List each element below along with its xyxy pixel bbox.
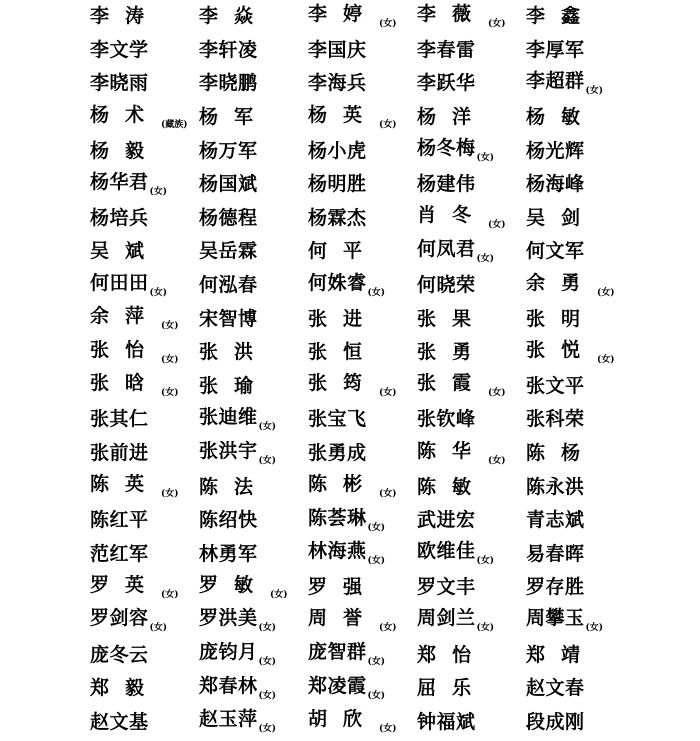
name-entry (417, 542, 526, 566)
annotation-tag: (女) (476, 623, 495, 634)
annotation-tag: (女) (488, 388, 506, 399)
name-entry (417, 475, 526, 498)
person-name: 余萍 (90, 305, 161, 328)
name-entry (417, 439, 526, 466)
person-name: 张洪 (199, 341, 270, 364)
person-name: 张前进 (90, 442, 149, 465)
annotation-tag: (女) (161, 589, 179, 600)
name-entry (526, 542, 635, 565)
name-entry (526, 38, 635, 61)
name-row (90, 504, 690, 538)
name-entry (308, 175, 417, 194)
name-row (90, 0, 690, 34)
person-name: 林海燕 (308, 540, 367, 563)
person-name: 何田田 (90, 271, 149, 294)
name-entry (526, 475, 635, 498)
name-entry (90, 410, 199, 429)
name-entry (308, 506, 417, 533)
annotation-tag: (女) (488, 455, 506, 466)
person-name: 郑凌霞 (308, 674, 367, 697)
annotation-tag: (女) (476, 556, 495, 567)
annotation-tag: (女) (379, 724, 397, 735)
person-name: 杨军 (199, 106, 270, 129)
annotation-tag: (女) (161, 388, 179, 399)
person-name: 陈永洪 (526, 475, 585, 498)
name-entry (199, 108, 308, 127)
annotation-tag: (藏族) (161, 119, 188, 130)
name-entry (199, 139, 308, 162)
name-entry (308, 343, 417, 362)
name-entry (526, 444, 635, 463)
person-name: 杨毅 (90, 139, 161, 162)
annotation-tag: (女) (379, 623, 397, 634)
annotation-tag: (女) (258, 690, 277, 701)
person-name: 陈荟琳 (308, 506, 367, 529)
annotation-tag: (女) (476, 153, 495, 164)
name-entry (526, 609, 635, 633)
name-entry (90, 511, 199, 530)
name-entry (90, 444, 199, 463)
person-name: 张进 (308, 307, 379, 330)
person-name: 赵玉萍 (199, 708, 258, 731)
person-name: 杨万军 (199, 139, 258, 162)
name-entry (199, 74, 308, 93)
name-row (90, 134, 690, 168)
annotation-tag: (女) (597, 354, 615, 365)
annotation-tag: (女) (149, 186, 168, 197)
person-name: 李厚军 (526, 38, 585, 61)
name-entry (417, 74, 526, 93)
person-name: 张文平 (526, 374, 585, 397)
person-name: 罗洪美 (199, 607, 258, 630)
name-entry (308, 475, 417, 499)
annotation-tag: (女) (597, 287, 615, 298)
annotation-tag: (女) (270, 589, 288, 600)
person-name: 李春雷 (417, 38, 476, 61)
person-name: 杨冬梅 (417, 137, 476, 160)
person-name: 郑靖 (526, 643, 597, 666)
name-entry (90, 103, 199, 130)
person-name: 陈绍快 (199, 509, 258, 532)
person-name: 肖冬 (417, 204, 488, 227)
person-name: 杨英 (308, 103, 379, 126)
name-entry (417, 108, 526, 127)
person-name: 周攀玉 (526, 607, 585, 630)
name-entry (417, 139, 526, 163)
person-name: 张洪宇 (199, 439, 258, 462)
person-name: 欧维佳 (417, 540, 476, 563)
annotation-tag: (女) (379, 388, 397, 399)
name-entry (90, 679, 199, 698)
name-entry (199, 38, 308, 61)
annotation-tag: (女) (585, 85, 604, 96)
person-name: 杨国斌 (199, 173, 258, 196)
person-name: 张霞 (417, 372, 488, 395)
person-name: 张科荣 (526, 408, 585, 431)
person-name: 周誉 (308, 607, 379, 630)
person-name: 青志斌 (526, 509, 585, 532)
name-entry (308, 609, 417, 633)
name-entry (199, 475, 308, 498)
name-entry (308, 307, 417, 330)
name-entry (90, 271, 199, 298)
person-name: 周剑兰 (417, 607, 476, 630)
name-entry (199, 710, 308, 734)
name-entry (526, 175, 635, 194)
name-entry (417, 237, 526, 264)
name-entry (90, 242, 199, 261)
person-name: 何平 (308, 240, 379, 263)
person-name: 张果 (417, 307, 488, 330)
name-entry (417, 38, 526, 61)
name-entry (199, 573, 308, 600)
person-name: 杨洋 (417, 106, 488, 129)
person-name: 张其仁 (90, 408, 149, 431)
name-row (90, 605, 690, 639)
name-entry (308, 206, 417, 229)
annotation-tag: (女) (149, 623, 168, 634)
name-entry (199, 643, 308, 667)
name-entry (417, 343, 526, 362)
name-entry (90, 374, 199, 398)
name-row (90, 672, 690, 706)
name-entry (199, 175, 308, 194)
annotation-tag: (女) (258, 623, 277, 634)
person-name: 郑春林 (199, 674, 258, 697)
person-name: 张筠 (308, 372, 379, 395)
name-entry (308, 710, 417, 734)
annotation-tag: (女) (258, 724, 277, 735)
person-name: 陈彬 (308, 473, 379, 496)
person-name: 陈英 (90, 473, 161, 496)
name-entry (199, 511, 308, 530)
name-entry (526, 108, 635, 127)
name-entry (417, 679, 526, 698)
name-entry (526, 410, 635, 429)
name-entry (308, 643, 417, 667)
name-entry (90, 206, 199, 229)
person-name: 罗敏 (199, 573, 270, 596)
name-entry (199, 542, 308, 565)
person-name: 张怡 (90, 338, 161, 361)
person-name: 杨培兵 (90, 206, 149, 229)
name-entry (90, 573, 199, 600)
person-name: 胡欣 (308, 708, 379, 731)
name-row (90, 403, 690, 437)
annotation-tag: (女) (585, 623, 604, 634)
name-entry (308, 444, 417, 463)
name-entry (526, 578, 635, 597)
name-entry (526, 307, 635, 330)
name-row (90, 235, 690, 269)
name-entry (308, 578, 417, 597)
name-entry (199, 609, 308, 633)
name-entry (417, 175, 526, 194)
person-name: 何凤君 (417, 237, 476, 260)
name-entry (90, 475, 199, 499)
name-entry (199, 242, 308, 261)
person-name: 何泓春 (199, 274, 258, 297)
name-entry (417, 2, 526, 29)
person-name: 张晗 (90, 372, 161, 395)
name-list-grid (90, 0, 690, 739)
name-entry (308, 103, 417, 130)
name-entry (526, 139, 635, 162)
person-name: 何晓荣 (417, 274, 476, 297)
person-name: 杨小虎 (308, 139, 367, 162)
name-entry (199, 674, 308, 701)
name-entry (417, 710, 526, 733)
name-entry (526, 7, 635, 26)
person-name: 吴斌 (90, 240, 161, 263)
person-name: 陈法 (199, 475, 270, 498)
person-name: 庞冬云 (90, 643, 149, 666)
name-row (90, 437, 690, 471)
name-entry (417, 276, 526, 295)
person-name: 杨建伟 (417, 173, 476, 196)
annotation-tag: (女) (379, 489, 397, 500)
person-name: 范红军 (90, 542, 149, 565)
name-row (90, 571, 690, 605)
annotation-tag: (女) (367, 287, 386, 298)
name-entry (526, 679, 635, 698)
name-entry (199, 343, 308, 362)
name-entry (417, 410, 526, 429)
name-row (90, 302, 690, 336)
name-entry (90, 170, 199, 197)
annotation-tag: (女) (258, 657, 277, 668)
name-row (90, 34, 690, 68)
name-entry (417, 307, 526, 330)
person-name: 张悦 (526, 338, 597, 361)
annotation-tag: (女) (149, 287, 168, 298)
annotation-tag: (女) (367, 522, 386, 533)
person-name: 武进宏 (417, 509, 476, 532)
annotation-tag: (女) (161, 321, 179, 332)
person-name: 张瑜 (199, 374, 270, 397)
person-name: 段成刚 (526, 710, 585, 733)
annotation-tag: (女) (258, 455, 277, 466)
name-row (90, 269, 690, 303)
name-entry (90, 643, 199, 666)
name-entry (308, 242, 417, 261)
person-name: 林勇军 (199, 542, 258, 565)
name-entry (417, 511, 526, 530)
person-name: 李国庆 (308, 38, 367, 61)
name-entry (308, 374, 417, 398)
person-name: 张勇成 (308, 442, 367, 465)
name-entry (308, 674, 417, 701)
person-name: 陈敏 (417, 475, 488, 498)
name-entry (199, 276, 308, 295)
name-entry (90, 139, 199, 162)
name-row (90, 705, 690, 739)
person-name: 陈杨 (526, 442, 597, 465)
name-entry (90, 307, 199, 331)
person-name: 杨明胜 (308, 173, 367, 196)
name-row (90, 336, 690, 370)
name-row (90, 67, 690, 101)
name-entry (526, 511, 635, 530)
annotation-tag: (女) (379, 18, 397, 29)
person-name: 陈华 (417, 439, 488, 462)
name-entry (199, 374, 308, 397)
name-entry (526, 69, 635, 96)
person-name: 罗强 (308, 576, 379, 599)
person-name: 罗文丰 (417, 576, 476, 599)
person-name: 李超群 (526, 69, 585, 92)
person-name: 郑毅 (90, 677, 161, 700)
person-name: 杨霖杰 (308, 206, 367, 229)
person-name: 张迪维 (199, 405, 258, 428)
name-entry (417, 609, 526, 633)
name-entry (199, 7, 308, 26)
person-name: 张明 (526, 307, 597, 330)
name-entry (308, 74, 417, 93)
name-entry (90, 710, 199, 733)
person-name: 赵文基 (90, 710, 149, 733)
name-row (90, 101, 690, 135)
name-entry (90, 74, 199, 93)
person-name: 钟福斌 (417, 710, 476, 733)
person-name: 李涛 (90, 5, 161, 28)
name-entry (526, 206, 635, 229)
annotation-tag: (女) (161, 489, 179, 500)
annotation-tag: (女) (379, 119, 397, 130)
name-entry (526, 643, 635, 666)
name-entry (90, 542, 199, 565)
person-name: 李焱 (199, 5, 270, 28)
person-name: 杨术 (90, 103, 161, 126)
annotation-tag: (女) (476, 253, 495, 264)
name-entry (308, 271, 417, 298)
person-name: 李文学 (90, 38, 149, 61)
name-entry (199, 405, 308, 432)
name-row (90, 370, 690, 404)
person-name: 李婷 (308, 2, 379, 25)
person-name: 李薇 (417, 2, 488, 25)
name-entry (308, 139, 417, 162)
annotation-tag: (女) (161, 354, 179, 365)
person-name: 余勇 (526, 271, 597, 294)
person-name: 何文军 (526, 240, 585, 263)
name-entry (417, 578, 526, 597)
person-name: 李晓雨 (90, 72, 149, 95)
person-name: 易春晖 (526, 542, 585, 565)
name-entry (90, 609, 199, 633)
person-name: 何姝睿 (308, 271, 367, 294)
annotation-tag: (女) (488, 18, 506, 29)
name-entry (308, 410, 417, 429)
person-name: 张勇 (417, 341, 488, 364)
name-entry (199, 206, 308, 229)
name-entry (90, 7, 199, 26)
person-name: 杨华君 (90, 170, 149, 193)
name-entry (526, 710, 635, 733)
annotation-tag: (女) (367, 690, 386, 701)
name-entry (90, 38, 199, 61)
annotation-tag: (女) (488, 220, 506, 231)
annotation-tag: (女) (367, 556, 386, 567)
person-name: 庞钧月 (199, 641, 258, 664)
name-entry (417, 643, 526, 666)
annotation-tag: (女) (258, 421, 277, 432)
person-name: 杨海峰 (526, 173, 585, 196)
person-name: 罗剑容 (90, 607, 149, 630)
name-entry (308, 2, 417, 29)
person-name: 屈乐 (417, 677, 488, 700)
name-entry (417, 206, 526, 230)
person-name: 李海兵 (308, 72, 367, 95)
person-name: 庞智群 (308, 641, 367, 664)
person-name: 吴岳霖 (199, 240, 258, 263)
name-row (90, 470, 690, 504)
name-row (90, 538, 690, 572)
name-row (90, 202, 690, 236)
name-row (90, 168, 690, 202)
person-name: 陈红平 (90, 509, 149, 532)
person-name: 罗英 (90, 573, 161, 596)
person-name: 李晓鹏 (199, 72, 258, 95)
person-name: 赵文春 (526, 677, 585, 700)
person-name: 李跃华 (417, 72, 476, 95)
name-entry (199, 307, 308, 330)
name-entry (90, 338, 199, 365)
person-name: 李轩凌 (199, 38, 258, 61)
person-name: 张恒 (308, 341, 379, 364)
name-entry (526, 374, 635, 397)
person-name: 宋智博 (199, 307, 258, 330)
name-entry (308, 38, 417, 61)
annotation-tag: (女) (367, 657, 386, 668)
name-entry (199, 439, 308, 466)
person-name: 李鑫 (526, 5, 597, 28)
name-entry (308, 542, 417, 566)
person-name: 张宝飞 (308, 408, 367, 431)
person-name: 杨德程 (199, 206, 258, 229)
person-name: 郑怡 (417, 643, 488, 666)
name-row (90, 638, 690, 672)
person-name: 张钦峰 (417, 408, 476, 431)
name-entry (526, 338, 635, 365)
person-name: 杨敏 (526, 106, 597, 129)
name-entry (526, 271, 635, 298)
person-name: 吴剑 (526, 206, 597, 229)
name-entry (526, 242, 635, 261)
person-name: 杨光辉 (526, 139, 585, 162)
name-entry (417, 374, 526, 398)
person-name: 罗存胜 (526, 576, 585, 599)
